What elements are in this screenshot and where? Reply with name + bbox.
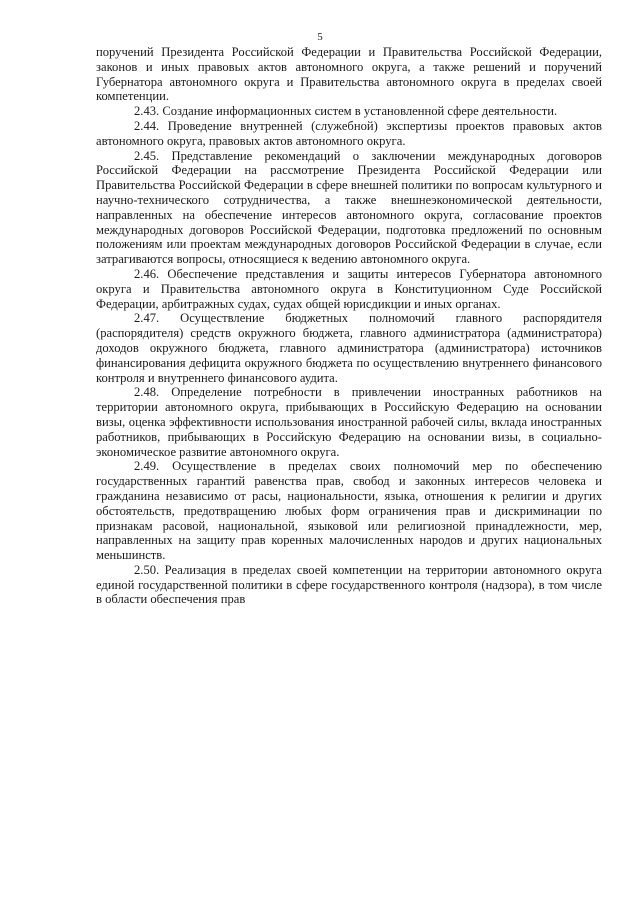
paragraph-2-48: 2.48. Определение потребности в привлечении иностранных работников на территории автономного округа, прибывающих в Российскую Федерацию на основании визы, оценка эффективности использования иностранной рабочей силы, вклада иностранных работников, прибывающих в Российскую Федерацию на основании визы, в социально-экономическое развитие автономного округа. [96,385,602,459]
document-body [96,45,602,607]
paragraph-2-43: 2.43. Создание информационных систем в установленной сфере деятельности. [134,104,558,119]
paragraph-2-45: 2.45. Представление рекомендаций о заключении международных договоров Российской Федерации на рассмотрение Президента Российской Федерации или Правительства Российской Федерации в сфере внешней политики по вопросам культурного и научно-технического сотрудничества, а также внешнеэкономической деятельности, направленных на обеспечение интересов автономного округа, согласование проектов международных договоров Российской Федерации, подготовка предложений по основным положениям или проектам международных договоров Российской Федерации в случае, если затрагиваются вопросы, относящиеся к ведению автономного округа. [96,148,602,267]
paragraph-2-44: 2.44. Проведение внутренней (служебной) экспертизы проектов правовых актов автономного округа, правовых актов автономного округа. [96,118,602,148]
paragraph-2-47: 2.47. Осуществление бюджетных полномочий главного распорядителя (распорядителя) средств окружного бюджета, главного администратора (администратора) доходов окружного бюджета, главного администратора (администратора) источников финансирования дефицита окружного бюджета по осуществлению внутреннего финансового контроля и внутреннего финансового аудита. [96,311,602,385]
paragraph-2-46: 2.46. Обеспечение представления и защиты интересов Губернатора автономного округа и Правительства автономного округа в Конституционном Суде Российской Федерации, арбитражных судах, судах общей юрисдикции и иных органах. [96,266,602,311]
paragraph-2-50: 2.50. Реализация в пределах своей компетенции на территории автономного округа единой государственной политики в сфере государственного контроля (надзора), в том числе в области обеспечения прав [96,562,602,607]
paragraph-2-49: 2.49. Осуществление в пределах своих полномочий мер по обеспечению государственных гарантий равенства прав, свобод и законных интересов человека и гражданина независимо от расы, национальности, языка, отношения к религии и других обстоятельств, предотвращению любых форм ограничения прав и дискриминации по признакам расовой, национальной, языковой или религиозной принадлежности, мер, направленных на защиту прав коренных малочисленных народов и других национальных меньшинств. [96,459,602,563]
page-number: 5 [317,31,323,43]
paragraph-continuation: поручений Президента Российской Федерации и Правительства Российской Федерации, законов и иных правовых актов автономного округа, а также решений и поручений Губернатора автономного округа и Правительства автономного округа в пределах своей компетенции. [96,45,602,104]
